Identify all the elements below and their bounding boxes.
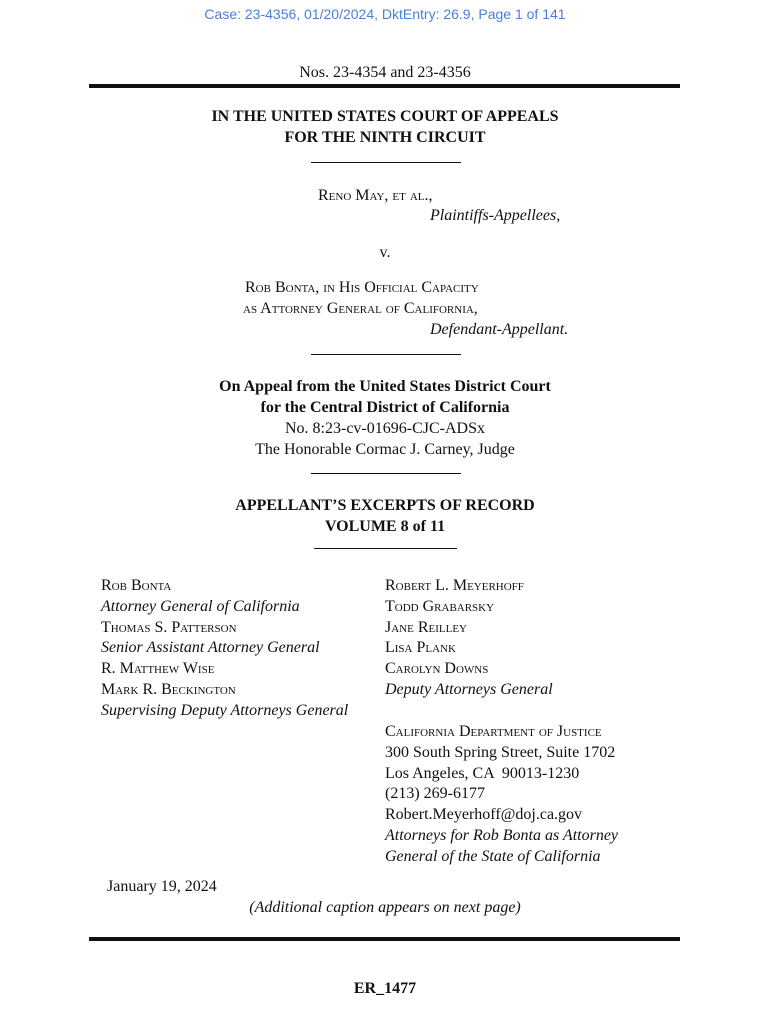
counsel-line: Robert L. Meyerhoff — [385, 577, 524, 594]
counsel-line: Deputy Attorneys General — [385, 680, 553, 698]
defendant-role: Defendant-Appellant. — [430, 321, 569, 338]
plaintiff-role: Plaintiffs-Appellees, — [430, 207, 561, 224]
docket-stamp-header: Case: 23-4356, 01/20/2024, DktEntry: 26.9, Page 1 of 141 — [204, 6, 566, 22]
judge-name: The Honorable Cormac J. Carney, Judge — [255, 441, 515, 458]
office-line: California Department of Justice — [385, 723, 602, 740]
divider-1 — [311, 162, 461, 163]
counsel-line: Carolyn Downs — [385, 660, 489, 678]
office-line: Los Angeles, CA 90013-1230 — [385, 764, 580, 782]
counsel-line: Todd Grabarsky — [385, 597, 495, 615]
counsel-left-column — [101, 576, 348, 722]
additional-caption-note: (Additional caption appears on next page) — [249, 899, 521, 916]
counsel-line: Mark R. Beckington — [101, 680, 236, 698]
counsel-line: Rob Bonta — [101, 577, 172, 594]
defendant-line2: as Attorney General of California, — [243, 300, 478, 317]
bottom-rule — [89, 937, 680, 941]
counsel-line: Lisa Plank — [385, 639, 456, 657]
office-line: Attorneys for Rob Bonta as Attorney — [385, 826, 619, 844]
counsel-line: Attorney General of California — [101, 597, 300, 615]
court-name-line1: IN THE UNITED STATES COURT OF APPEALS — [211, 108, 559, 125]
er-page-number: ER_1477 — [353, 980, 417, 997]
counsel-right-column — [385, 576, 553, 701]
filing-date: January 19, 2024 — [107, 878, 217, 895]
office-line: 300 South Spring Street, Suite 1702 — [385, 743, 616, 761]
defendant-line1: Rob Bonta, in His Official Capacity — [245, 279, 479, 296]
divider-3 — [311, 473, 461, 474]
appeal-line1: On Appeal from the United States District Court — [219, 378, 551, 395]
office-line: General of the State of California — [385, 847, 601, 865]
volume-number: VOLUME 8 of 11 — [324, 518, 446, 535]
divider-2 — [311, 354, 461, 355]
document-title: APPELLANT’S EXCERPTS OF RECORD — [235, 497, 535, 514]
email-address[interactable]: Robert.Meyerhoff@doj.ca.gov — [385, 806, 583, 824]
counsel-line: Senior Assistant Attorney General — [101, 639, 320, 657]
district-docket-number: No. 8:23-cv-01696-CJC-ADSx — [285, 420, 485, 437]
divider-4 — [314, 548, 457, 549]
office-address-block — [385, 722, 618, 868]
versus: v. — [379, 244, 391, 261]
appeal-line2: for the Central District of California — [260, 399, 510, 416]
counsel-line: Thomas S. Patterson — [101, 618, 237, 636]
counsel-line: R. Matthew Wise — [101, 660, 215, 678]
court-name-line2: FOR THE NINTH CIRCUIT — [284, 129, 486, 146]
office-line: (213) 269-6177 — [385, 785, 485, 803]
plaintiff-name: Reno May, et al., — [318, 187, 433, 204]
top-rule — [89, 84, 680, 88]
counsel-line: Supervising Deputy Attorneys General — [101, 701, 349, 719]
case-numbers: Nos. 23-4354 and 23-4356 — [299, 64, 471, 81]
counsel-line: Jane Reilley — [385, 618, 467, 636]
